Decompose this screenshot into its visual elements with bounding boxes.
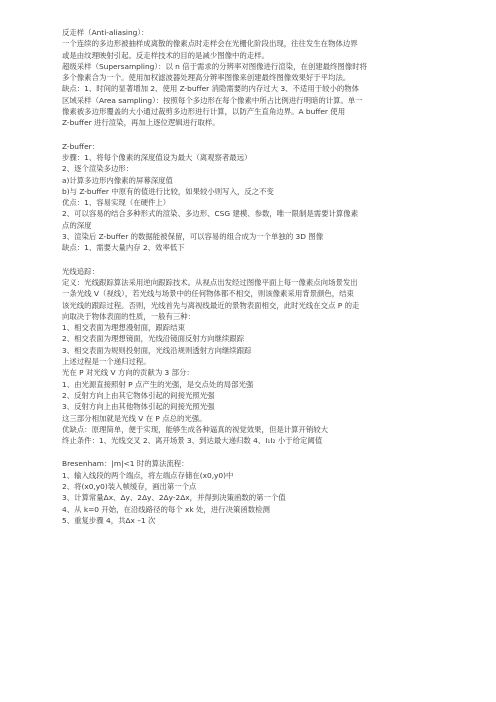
paragraph-line: a)计算多边形内像素的屏幕深度值 xyxy=(62,175,173,185)
paragraph-line: 一个连续的多边形被抽样成离散的像素点时走样会在光栅化阶段出现，往往发生在物体边界 xyxy=(62,39,358,49)
paragraph-line: 1、输入线段的两个端点，将左端点存储在(x0,y0)中 xyxy=(62,470,234,480)
section-heading: Bresenham：|m|<1 时的算法流程： xyxy=(62,459,189,469)
paragraph-line: 缺点：1、需要大量内存 2、效率低下 xyxy=(62,243,185,253)
paragraph-line: 3、反射方向上由其他物体引起的间接光照光强 xyxy=(62,402,215,412)
paragraph-line: 5、重复步骤 4，共Δx –1 次 xyxy=(62,515,156,525)
section-heading: Z-buffer： xyxy=(62,141,100,151)
paragraph-line: 优缺点：原理简单，便于实现，能够生成各种逼真的视觉效果，但是计算开销较大 xyxy=(62,424,329,434)
paragraph-line: 区域采样（Area sampling）：按照每个多边形在每个像素中所占比例进行明暗的计算。单一 xyxy=(62,95,363,105)
paragraph-line: 像素被多边形覆盖的大小通过裁剪多边形进行计算，以防产生直角边界。A buffer 使用 xyxy=(62,107,346,117)
document-page xyxy=(62,27,438,538)
paragraph-line: 多个像素合为一个。使用加权滤波器处理高分辨率图像来创建最终图像效果好于平均法。 xyxy=(62,73,351,83)
paragraph-line: b)与 Z-buffer 中原有的值进行比较，如果较小则写入，反之不变 xyxy=(62,186,274,196)
paragraph-line: 2、相交表面为理想镜面，光线沿镜面反射方向继续跟踪 xyxy=(62,334,245,344)
paragraph-line: 3、渲染后 Z-buffer 的数据能被保留，可以容易的组合成为一个单独的 3D 图像 xyxy=(62,232,324,242)
paragraph-line: 1、相交表面为理想漫射面，跟踪结束 xyxy=(62,323,185,333)
paragraph-line: 超级采样（Supersampling）：以 n 倍于需求的分辨率对图像进行渲染，在创建最终图像时将 xyxy=(62,61,367,71)
section-anti-aliasing xyxy=(62,27,438,129)
paragraph-line: 一条光线 V（视线），若光线与场景中的任何物体都不相交，则该像素采用背景颜色，结束 xyxy=(62,289,354,299)
section-heading: 光线追踪： xyxy=(62,266,99,276)
paragraph-line: 定义：光线跟踪算法采用逆向跟踪技术。从视点出发经过图像平面上每一像素点向场景发出 xyxy=(62,277,358,287)
paragraph-line: 3、计算常量Δx、Δy、2Δy、2Δy-2Δx，并得到决策函数的第一个值 xyxy=(62,493,286,503)
paragraph-line: 1、由光源直接照射 P 点产生的光强，是交点处的局部光强 xyxy=(62,379,254,389)
paragraph-line: 2、反射方向上由其它物体引起的间接光照光强 xyxy=(62,390,215,400)
paragraph-line: 向取决于物体表面的性质，一般有三种： xyxy=(62,311,196,321)
paragraph-line: 步骤：1、将每个像素的深度值设为最大（离观察者最远） xyxy=(62,152,252,162)
paragraph-line: 4、从 k=0 开始，在沿线路径的每个 xk 处，进行决策函数检测 xyxy=(62,504,270,514)
paragraph-line: 该光线的跟踪过程。否则，光线首先与离视线最近的景物表面相交，此时光线在交点 P 的走 xyxy=(62,300,360,310)
paragraph-line: 光在 P 对光线 V 方向的贡献为 3 部分： xyxy=(62,368,194,378)
paragraph-line: 2、逐个渲染多边形： xyxy=(62,164,134,174)
paragraph-line: 或是由纹理映射引起。反走样技术的目的是减少图像中的走样。 xyxy=(62,50,269,60)
paragraph-line: 3、相交表面为规则投射面，光线沿规则透射方向继续跟踪 xyxy=(62,345,252,355)
paragraph-line: 缺点：1、时间的显著增加 2、使用 Z-buffer 消隐需要的内存过大 3、不适用于较小的物体 xyxy=(62,84,360,94)
paragraph-line: 2、将(x0,y0)装入帧缓存，画出第一个点 xyxy=(62,481,197,491)
paragraph-line: 上述过程是一个递归过程。 xyxy=(62,357,151,367)
section-heading: 反走样（Anti-aliasing）： xyxy=(62,28,149,37)
paragraph-line: 终止条件：1、光线交叉 2、离开场景 3、到达最大递归数 4、I₁I₂ 小于给定阈值 xyxy=(62,436,323,446)
paragraph-line: 这三部分相加就是光线 V 在 P 点总的光强。 xyxy=(62,413,207,423)
paragraph-line: 点的深度 xyxy=(62,220,92,230)
paragraph-line: 2、可以容易的结合多种形式的渲染、多边形、CSG 建模、参数，唯一限制是需要计算像素 xyxy=(62,209,359,219)
paragraph-line: Z-buffer 进行渲染，再加上逐位逻辑进行取样。 xyxy=(62,118,220,128)
paragraph-line: 优点：1、容易实现（在硬件上） xyxy=(62,198,171,208)
section-bresenham xyxy=(62,458,438,526)
section-ray-tracing xyxy=(62,266,438,447)
section-z-buffer xyxy=(62,141,438,254)
